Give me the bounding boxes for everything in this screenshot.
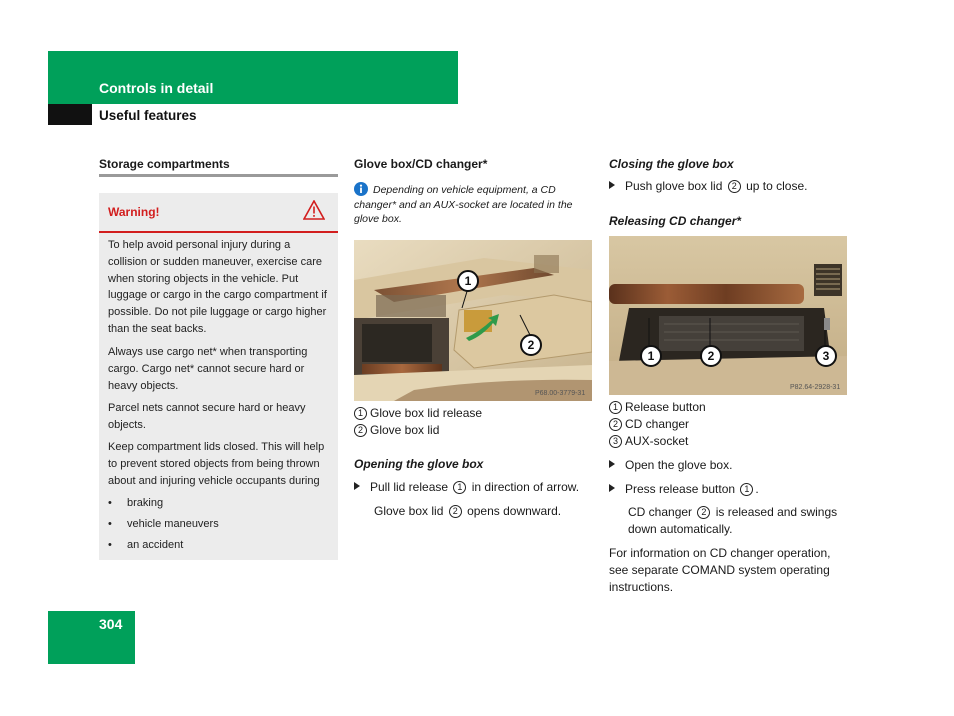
step-arrow-icon	[609, 181, 615, 189]
legend-item: 1 Release button	[609, 399, 706, 416]
header-band	[48, 51, 458, 104]
opening-title: Opening the glove box	[354, 457, 484, 471]
warning-box	[99, 193, 338, 560]
closing-step: Push glove box lid 2 up to close.	[609, 178, 807, 195]
legend-item: 2 Glove box lid	[354, 422, 439, 439]
callout-1: 1	[640, 345, 662, 367]
page-number: 304	[99, 616, 123, 632]
warning-paragraph: To help avoid personal injury during a collision or sudden maneuver, exercise care when storing objects in the vehicle. Put luggage or cargo in the cargo compartment if possible. Do not pile luggage or cargo higher than the seat backs.	[108, 239, 327, 335]
glove-box-heading: Glove box/CD changer*	[354, 157, 488, 171]
info-paragraph: For information on CD changer operation, see separate COMAND system operating instructions.	[609, 546, 831, 594]
legend-item: 3 AUX-socket	[609, 433, 688, 450]
step-arrow-icon	[609, 484, 615, 492]
section-title: Controls in detail	[99, 80, 214, 96]
warning-bullet: • vehicle maneuvers	[108, 518, 219, 530]
warning-paragraph: Always use cargo net* when transporting cargo. Cargo net* cannot secure hard or heavy objects.	[108, 346, 308, 392]
warning-rule	[99, 231, 338, 233]
storage-heading: Storage compartments	[99, 157, 230, 171]
warning-paragraph: Keep compartment lids closed. This will help to prevent stored objects from being thrown about and injuring vehicle occupants during	[108, 441, 325, 487]
closing-title: Closing the glove box	[609, 157, 734, 171]
opening-step: Pull lid release 1 in direction of arrow.	[354, 479, 579, 496]
heading-rule	[99, 174, 338, 177]
equipment-note: Depending on vehicle equipment, a CD changer* and an AUX-socket are located in the glove box.	[354, 184, 573, 225]
callout-2: 2	[520, 334, 542, 356]
image-code: P68.00-3779-31	[535, 390, 586, 397]
callout-3: 3	[815, 345, 837, 367]
opening-result: Glove box lid 2 opens downward.	[374, 504, 562, 518]
cd-changer-photo	[609, 236, 847, 395]
release-result: CD changer 2 is released and swings down automatically.	[628, 505, 838, 536]
legend-item: 1 Glove box lid release	[354, 405, 482, 422]
warning-bullet: • braking	[108, 497, 164, 509]
step-arrow-icon	[354, 482, 360, 490]
warning-paragraph: Parcel nets cannot secure hard or heavy objects.	[108, 402, 306, 431]
legend-item: 2 CD changer	[609, 416, 689, 433]
release-step-1: Open the glove box.	[609, 457, 732, 474]
glove-box-photo	[354, 240, 592, 401]
subsection-title: Useful features	[99, 108, 197, 123]
releasing-title: Releasing CD changer*	[609, 214, 742, 228]
warning-bullet: • an accident	[108, 539, 184, 551]
image-code: P82.64-2928-31	[790, 384, 841, 391]
step-arrow-icon	[609, 460, 615, 468]
callout-1: 1	[457, 270, 479, 292]
callout-2: 2	[700, 345, 722, 367]
release-step-2: Press release button 1 .	[609, 481, 759, 498]
warning-triangle-icon	[303, 200, 325, 220]
header-marker	[48, 104, 92, 125]
warning-title: Warning!	[108, 205, 160, 219]
